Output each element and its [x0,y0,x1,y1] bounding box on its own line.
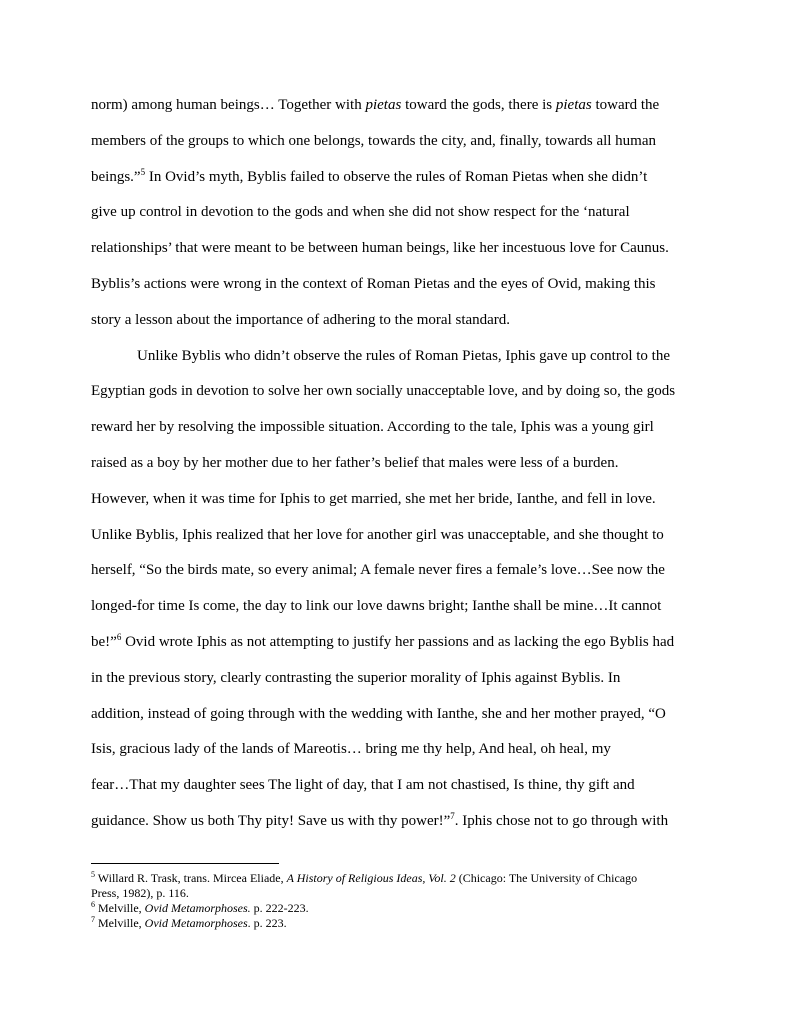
text-run: members of the groups to which one belongs, towards the city, and, finally, towards all human [91,132,657,149]
text-line [91,374,701,410]
footnote-line [91,901,701,916]
italic-text: Ovid Metamorphoses. [144,901,251,915]
text-line [91,267,701,303]
text-line [91,697,701,733]
text-run: raised as a boy by her mother due to her father’s belief that males were less of a burden. [91,454,619,471]
text-line [91,732,701,768]
text-run: longed-for time Is come, the day to link our love dawns bright; Ianthe shall be mine…It cannot [91,598,662,615]
footnote-reference: 6 [116,631,122,642]
text-run: norm) among human beings… Together with [91,97,366,113]
text-run: fear…That my daughter sees The light of day, that I am not chastised, Is thine, thy gift and [91,777,635,794]
text-line [91,410,701,446]
text-line [91,195,701,231]
footnote-line [91,886,701,901]
text-line [91,625,701,661]
text-line [91,446,701,482]
text-run: . p. 223. [247,916,287,930]
text-line [91,124,701,160]
text-line [91,339,701,375]
text-line [91,160,701,196]
text-run: However, when it was time for Iphis to get married, she met her bride, Ianthe, and fell in love. [91,490,656,507]
text-run: guidance. Show us both Thy pity! Save us with thy power!” [91,812,451,829]
text-run: give up control in devotion to the gods and when she did not show respect for the ‘natural [91,204,630,221]
text-run: in the previous story, clearly contrasting the superior morality of Iphis against Byblis. In [91,669,621,686]
text-line [91,231,701,267]
text-run: . Iphis chose not to go through with [454,812,669,829]
footnote-marker: 6 [91,900,95,909]
footnote-separator-rule [91,863,279,864]
text-run: Melville, [95,916,145,930]
footnote-marker: 7 [91,915,95,924]
text-run: p. 222-223. [250,901,309,915]
footnotes-section [91,871,701,931]
text-line [91,553,701,589]
text-run: Byblis’s actions were wrong in the context of Roman Pietas and the eyes of Ovid, making this [91,275,656,292]
text-run: Ovid wrote Iphis as not attempting to justify her passions and as lacking the ego Byblis had [121,633,675,650]
text-line [91,768,701,804]
text-run: Egyptian gods in devotion to solve her own socially unacceptable love, and by doing so, the gods [91,383,676,400]
footnote-line [91,916,701,931]
footnote-line [91,871,701,886]
text-run: addition, instead of going through with the wedding with Ianthe, she and her mother prayed, “O [91,705,666,722]
text-run: Unlike Byblis who didn’t observe the rules of Roman Pietas, Iphis gave up control to the [137,347,670,364]
text-run: In Ovid’s myth, Byblis failed to observe the rules of Roman Pietas when she didn’t [145,168,648,185]
text-run: beings.” [91,168,141,185]
text-run: relationships’ that were meant to be between human beings, like her incestuous love for Caunus. [91,240,669,257]
text-line [91,303,701,339]
italic-text: pietas [365,97,402,113]
text-line [91,482,701,518]
text-line [91,804,701,840]
footnote-marker: 5 [91,870,95,879]
text-run: Isis, gracious lady of the lands of Mareotis… bring me thy help, And heal, oh heal, my [91,741,611,758]
text-run: (Chicago: The University of Chicago [455,871,638,885]
text-run: herself, “So the birds mate, so every animal; A female never fires a female’s love…See now the [91,562,665,579]
text-run: be!” [91,633,117,650]
text-run: toward the [591,97,660,113]
italic-text: pietas [555,97,592,113]
text-run: Melville, [95,901,145,915]
italic-text: Ovid Metamorphoses [144,916,248,930]
text-run: Press, 1982), p. 116. [91,886,189,900]
text-line [91,88,701,124]
text-line [91,589,701,625]
essay-body-text [91,88,701,840]
footnote-reference: 7 [450,810,455,821]
text-run: reward her by resolving the impossible situation. According to the tale, Iphis was a young girl [91,419,654,436]
italic-text: A History of Religious Ideas, Vol. 2 [286,871,456,885]
text-run: Unlike Byblis, Iphis realized that her love for another girl was unacceptable, and she thought to [91,526,664,543]
text-run: toward the gods, there is [401,97,556,113]
text-run: Willard R. Trask, trans. Mircea Eliade, [95,871,287,885]
text-line [91,661,701,697]
footnote-reference: 5 [140,166,146,177]
text-line [91,518,701,554]
text-run: story a lesson about the importance of adhering to the moral standard. [91,311,511,328]
